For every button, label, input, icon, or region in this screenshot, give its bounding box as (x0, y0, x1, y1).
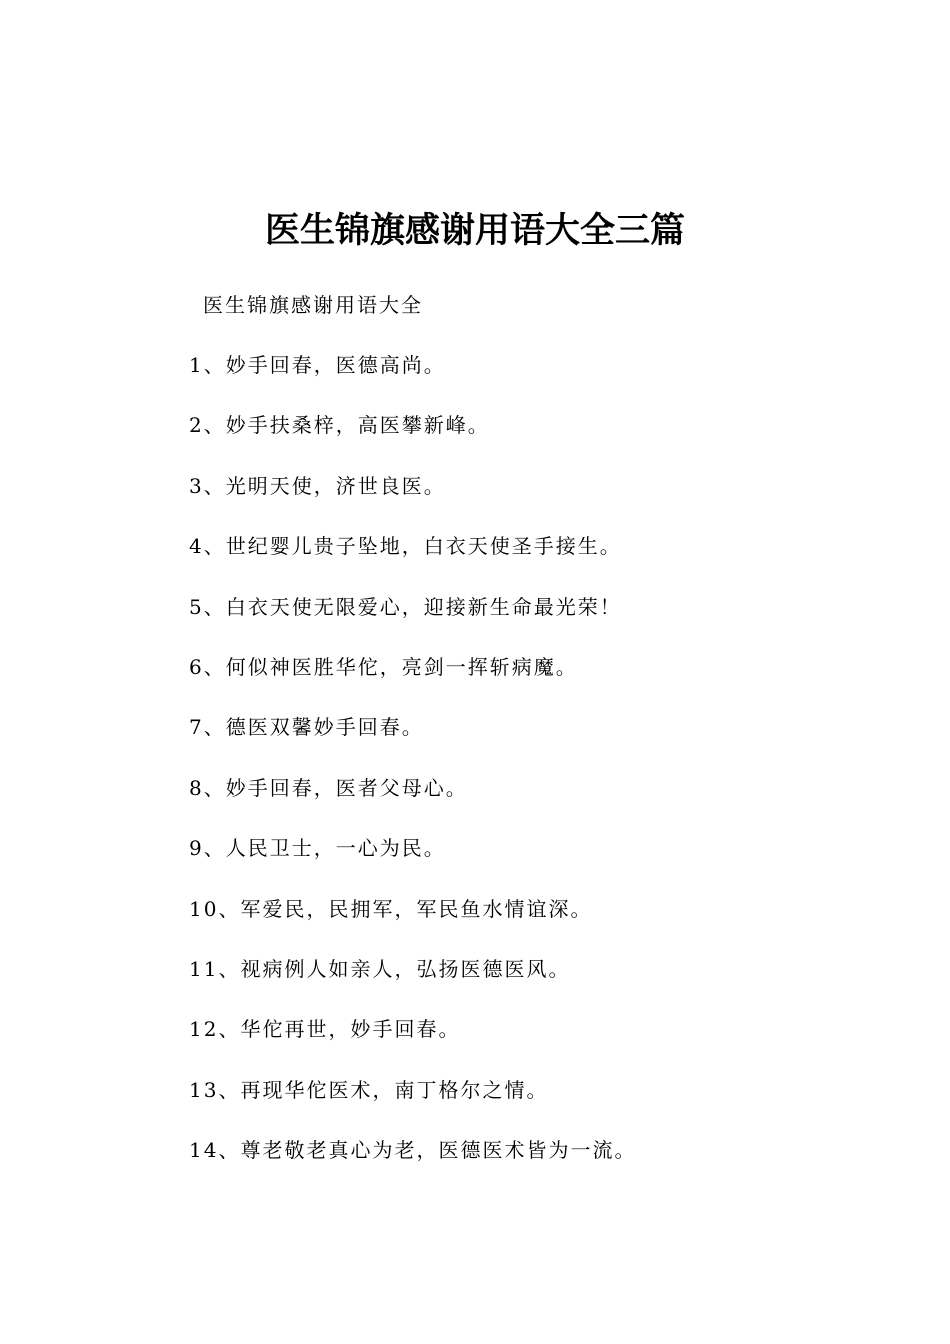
list-item: 4、世纪婴儿贵子坠地，白衣天使圣手接生。 (189, 534, 622, 559)
list-item: 9、人民卫士，一心为民。 (189, 836, 446, 861)
list-item: 14、尊老敬老真心为老，医德医术皆为一流。 (189, 1138, 637, 1163)
list-item: 7、德医双馨妙手回春。 (189, 715, 424, 740)
list-item: 12、华佗再世，妙手回春。 (189, 1017, 461, 1042)
list-item: 5、白衣天使无限爱心，迎接新生命最光荣！ (189, 594, 622, 619)
list-item: 6、何似神医胜华佗，亮剑一挥斩病魔。 (189, 654, 578, 679)
list-item: 13、再现华佗医术，南丁格尔之情。 (189, 1077, 549, 1102)
list-item: 10、军爱民，民拥军，军民鱼水情谊深。 (189, 896, 593, 921)
phrase-list (189, 350, 636, 1195)
list-item: 1、妙手回春，医德高尚。 (189, 353, 446, 377)
list-item: 2、妙手扶桑梓，高医攀新峰。 (189, 413, 490, 438)
document-title: 医生锦旗感谢用语大全三篇 (264, 211, 685, 251)
list-item: 3、光明天使，济世良医。 (189, 473, 446, 498)
list-item: 11、视病例人如亲人，弘扬医德医风。 (189, 956, 571, 981)
section-heading: 医生锦旗感谢用语大全 (203, 293, 423, 317)
list-item: 8、妙手回春，医者父母心。 (189, 775, 468, 800)
